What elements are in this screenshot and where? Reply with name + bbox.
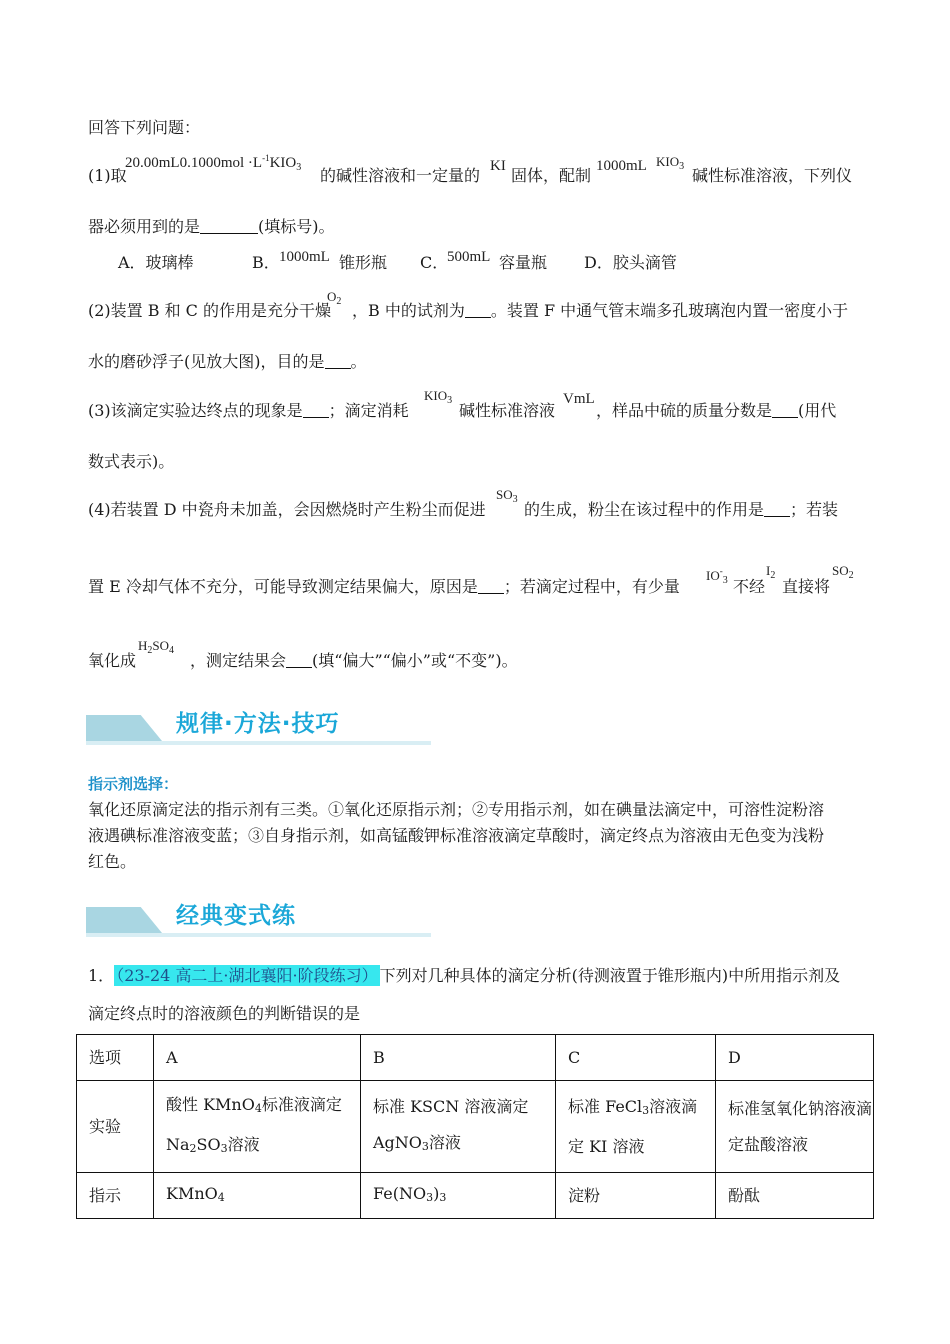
q3-blank-fraction[interactable] (772, 403, 798, 418)
exercise-1-line1: 1． （23-24 高二上·湖北襄阳·阶段练习） 下列对几种具体的滴定分析(待测液置于锥形瓶内)中所用指示剂及 (88, 966, 841, 985)
q4-blank-role[interactable] (764, 502, 790, 517)
q2-line1-rest: ，B 中的试剂为 。装置 F 中通气管末端多孔玻璃泡内置一密度小于 (352, 301, 849, 320)
q1-option-d: D．胶头滴管 (584, 253, 677, 272)
table-header-cell: 选项 (77, 1035, 154, 1081)
table-header-cell: D (716, 1035, 874, 1081)
q3-formula-vml: VmL (563, 391, 595, 407)
q2-blank-purpose[interactable] (325, 354, 351, 369)
table-cell-b-exp: 标准 KSCN 溶液滴定 AgNO3溶液 (361, 1081, 556, 1173)
q4-blank-result[interactable] (286, 653, 312, 668)
q3-line2: 数式表示)。 (88, 452, 175, 471)
section-banner-exercises (86, 895, 431, 939)
table-row (77, 1081, 874, 1173)
table-row-label: 指示 (77, 1173, 154, 1219)
exercise-number: 1． (88, 966, 115, 985)
q4-formula-io3: $IO^-_3$ (706, 566, 728, 586)
q1-text-c: 碱性标准溶液，下列仪 (692, 166, 853, 185)
table-cell-c-ind: 淀粉 (556, 1173, 716, 1219)
exercise-source-tag: （23-24 高二上·湖北襄阳·阶段练习） (116, 966, 378, 985)
q3-line1a: (3)该滴定实验达终点的现象是 ；滴定消耗 (88, 401, 409, 420)
q4-line2a: 置 E 冷却气体不充分，可能导致测定结果偏大，原因是 ；若滴定过程中，有少量 (88, 577, 680, 596)
q1-line2: 器必须用到的是 (填标号)。 (88, 217, 335, 236)
q4-text-oxidize: 氧化成 (88, 651, 137, 670)
q2-line2: 水的磨砂浮子(见放大图)，目的是 。 (88, 352, 367, 371)
table-cell-b-ind: Fe(NO3)3 (361, 1173, 556, 1219)
q1-line1 (88, 166, 127, 186)
q3-text-c: 碱性标准溶液 (459, 401, 556, 420)
banner-underline (86, 933, 431, 937)
q1-option-c-text: 容量瓶 (499, 253, 548, 272)
q3-line1b: ，样品中硫的质量分数是 (用代 (596, 401, 837, 420)
q4-formula-h2so4: $H_2SO_4$ (138, 638, 175, 656)
section-title-exercises: 经典变式练 (176, 903, 296, 929)
q1-formula-ki: KI (490, 158, 506, 174)
banner-decoration (86, 715, 162, 741)
intro-text: 回答下列问题： (88, 118, 201, 137)
q2-blank-reagent[interactable] (465, 303, 491, 318)
q1-option-a: A．玻璃棒 (118, 253, 194, 272)
q2-text-a: (2)装置 B 和 C 的作用是充分干燥 (88, 301, 332, 320)
q3-formula-kio3: $KIO_3$ (424, 388, 453, 406)
q4-text-a: (4)若装置 D 中瓷舟未加盖，会因燃烧时产生粉尘而促进 (88, 500, 486, 519)
q4-formula-i2: $I_2$ (766, 563, 776, 581)
q1-option-b-formula: 1000mL (279, 249, 330, 265)
hint-line: 氧化还原滴定法的指示剂有三类。①氧化还原指示剂；②专用指示剂，如在碘量法滴定中，可溶性淀粉溶 (88, 800, 825, 819)
section-title-rules: 规律·方法·技巧 (176, 711, 340, 737)
q3-blank-phenomenon[interactable] (303, 403, 329, 418)
table-header-cell: C (556, 1035, 716, 1081)
q2-formula-o2: $O_2$ (327, 289, 342, 307)
q1-formula-kio3: $KIO_3$ (656, 154, 685, 172)
table-cell-d-ind: 酚酞 (716, 1173, 874, 1219)
q1-option-b-text: 锥形瓶 (339, 253, 388, 272)
q4-blank-reason[interactable] (478, 579, 504, 594)
q1-text-b: 固体，配制 (511, 166, 592, 185)
table-row (77, 1035, 874, 1081)
hint-paragraph (88, 797, 868, 875)
q4-text-directly: 直接将 (782, 577, 831, 596)
q1-option-b-label: B． (252, 253, 280, 272)
section-banner-rules (86, 703, 431, 747)
q1-text-a: 的碱性溶液和一定量的 (320, 166, 481, 185)
q1-number: (1)取 (88, 166, 127, 185)
hint-line: 液遇碘标准溶液变蓝；③自身指示剂，如高锰酸钾标准溶液滴定草酸时，滴定终点为溶液由无色变为浅粉 (88, 826, 825, 845)
q1-option-c-formula: 500mL (447, 249, 491, 265)
table-cell-d-exp: 标准氢氧化钠溶液滴 定盐酸溶液 (716, 1081, 874, 1173)
q4-text-not-via: 不经 (733, 577, 766, 596)
table-row (77, 1173, 874, 1219)
exercise-1-line2: 滴定终点时的溶液颜色的判断错误的是 (88, 1004, 361, 1023)
banner-underline (86, 741, 431, 745)
q1-option-c-label: C． (420, 253, 449, 272)
table-cell-a-exp: 酸性 KMnO4标准液滴定 Na2SO3溶液 (154, 1081, 361, 1173)
q1-formula-volume: 1000mL (596, 158, 647, 174)
q4-formula-so3: $SO_3$ (496, 487, 518, 505)
q1-answer-blank[interactable] (200, 219, 258, 234)
banner-decoration (86, 907, 162, 933)
hint-title: 指示剂选择： (88, 775, 179, 793)
table-row-label: 实验 (77, 1081, 154, 1173)
table-cell-c-exp: 标准 FeCl3溶液滴 定 KI 溶液 (556, 1081, 716, 1173)
q4-line1-rest: 的生成，粉尘在该过程中的作用是 ；若装 (524, 500, 839, 519)
table-cell-a-ind: KMnO4 (154, 1173, 361, 1219)
q4-formula-so2: $SO_2$ (832, 563, 854, 581)
table-header-cell: B (361, 1035, 556, 1081)
q1-formula-concentration: $20.00mL0.1000mol \cdot L^{-1}KIO_3$ (125, 153, 302, 173)
options-table (76, 1034, 874, 1219)
table-header-cell: A (154, 1035, 361, 1081)
hint-line: 红色。 (88, 852, 137, 871)
q4-line3-rest: ，测定结果会 (填“偏大”“偏小”或“不变”)。 (190, 651, 518, 670)
